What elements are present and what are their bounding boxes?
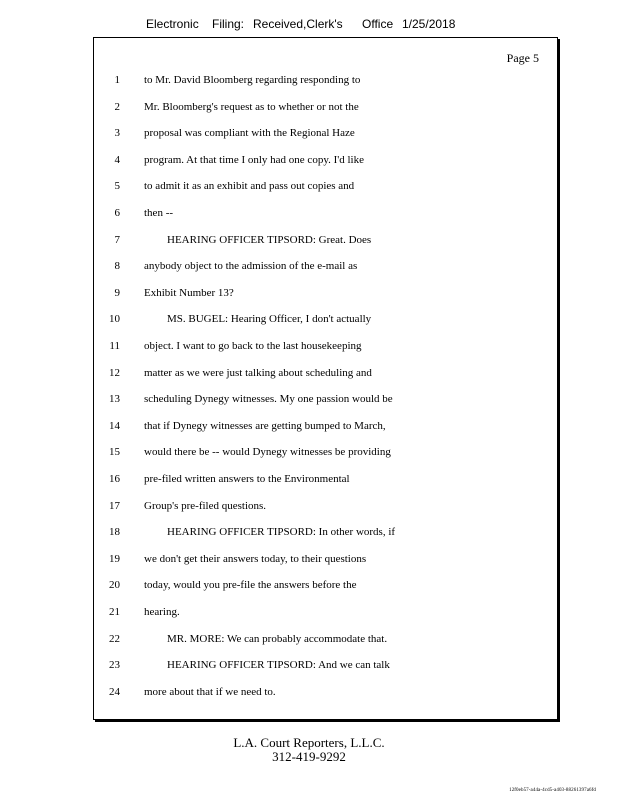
- page-number: Page 5: [506, 51, 539, 65]
- line-text: HEARING OFFICER TIPSORD: And we can talk: [167, 659, 390, 672]
- header-filing: Filing:: [212, 17, 245, 31]
- line-number: 9: [114, 286, 120, 299]
- line-text: that if Dynegy witnesses are getting bumped to March,: [144, 419, 386, 432]
- transcript-line: [94, 633, 557, 659]
- line-number: 17: [109, 499, 120, 512]
- line-number: 7: [114, 233, 120, 246]
- line-text: Mr. Bloomberg's request as to whether or not the: [144, 100, 359, 113]
- transcript-line: [94, 686, 557, 712]
- transcript-line: [94, 420, 557, 446]
- transcript-page: [93, 37, 558, 720]
- line-text: would there be -- would Dynegy witnesses be providing: [144, 446, 391, 459]
- line-number: 4: [114, 153, 120, 166]
- line-text: proposal was compliant with the Regional Haze: [144, 127, 355, 140]
- line-text: hearing.: [144, 606, 180, 618]
- line-number: 18: [109, 526, 120, 539]
- transcript-line: [94, 127, 557, 153]
- transcript-line: [94, 553, 557, 579]
- line-text: today, would you pre-file the answers before the: [144, 579, 357, 592]
- transcript-line: [94, 234, 557, 260]
- transcript-line: [94, 207, 557, 233]
- line-number: 1: [114, 74, 120, 86]
- transcript-line: [94, 659, 557, 685]
- header-received: Received,Clerk's: [253, 17, 343, 31]
- transcript-line: [94, 579, 557, 605]
- transcript-line: [94, 393, 557, 419]
- transcript-line: [94, 260, 557, 286]
- line-text: pre-filed written answers to the Environmental: [144, 473, 350, 485]
- line-number: 19: [109, 552, 120, 565]
- transcript-line: [94, 313, 557, 339]
- transcript-line: [94, 180, 557, 206]
- line-text: Group's pre-filed questions.: [144, 499, 267, 512]
- transcript-line: [94, 526, 557, 552]
- line-number: 23: [109, 659, 120, 672]
- line-number: 20: [109, 579, 120, 592]
- line-number: 12: [109, 366, 120, 379]
- line-number: 6: [114, 207, 120, 219]
- line-text: MS. BUGEL: Hearing Officer, I don't actually: [167, 313, 372, 326]
- line-number: 24: [109, 685, 120, 698]
- transcript-line: [94, 287, 557, 313]
- line-text: to Mr. David Bloomberg regarding responding to: [144, 74, 361, 86]
- line-text: HEARING OFFICER TIPSORD: Great. Does: [167, 233, 372, 246]
- transcript-line: [94, 74, 557, 100]
- line-text: then --: [144, 207, 174, 219]
- line-number: 13: [109, 393, 120, 406]
- line-number: 16: [109, 473, 120, 485]
- transcript-line: [94, 154, 557, 180]
- transcript-line: [94, 473, 557, 499]
- line-text: program. At that time I only had one copy. I'd like: [144, 153, 364, 166]
- footer-phone: 312-419-9292: [272, 749, 346, 764]
- transcript-line: [94, 367, 557, 393]
- document-hash: 12f0eb57-a44a-4cd5-a403-88261397a6fd: [509, 788, 596, 793]
- line-number: 10: [109, 313, 120, 326]
- line-number: 2: [114, 100, 120, 113]
- line-text: matter as we were just talking about scheduling and: [144, 366, 372, 379]
- header-office: Office: [362, 17, 394, 31]
- header-electronic: Electronic: [146, 17, 199, 31]
- line-text: anybody object to the admission of the e-mail as: [144, 260, 358, 273]
- transcript-line: [94, 500, 557, 526]
- footer-company: L.A. Court Reporters, L.L.C.: [233, 735, 385, 750]
- transcript-line: [94, 340, 557, 366]
- filing-header: [0, 17, 618, 37]
- line-number: 14: [109, 419, 120, 432]
- line-number: 5: [114, 180, 120, 193]
- line-number: 11: [109, 340, 120, 352]
- line-number: 8: [114, 260, 120, 273]
- line-text: to admit it as an exhibit and pass out copies and: [144, 180, 355, 193]
- line-number: 21: [109, 606, 120, 618]
- line-number: 3: [114, 127, 120, 140]
- line-text: we don't get their answers today, to their questions: [144, 552, 367, 565]
- transcript-line: [94, 101, 557, 127]
- line-text: scheduling Dynegy witnesses. My one passion would be: [144, 393, 393, 406]
- header-date: 1/25/2018: [402, 17, 456, 31]
- line-number: 15: [109, 446, 120, 459]
- line-text: object. I want to go back to the last housekeeping: [144, 340, 362, 352]
- line-text: HEARING OFFICER TIPSORD: In other words, if: [167, 526, 396, 539]
- transcript-line: [94, 606, 557, 632]
- line-text: MR. MORE: We can probably accommodate that.: [167, 632, 388, 645]
- line-number: 22: [109, 632, 120, 645]
- line-text: Exhibit Number 13?: [144, 286, 234, 299]
- line-text: more about that if we need to.: [144, 685, 276, 698]
- transcript-line: [94, 446, 557, 472]
